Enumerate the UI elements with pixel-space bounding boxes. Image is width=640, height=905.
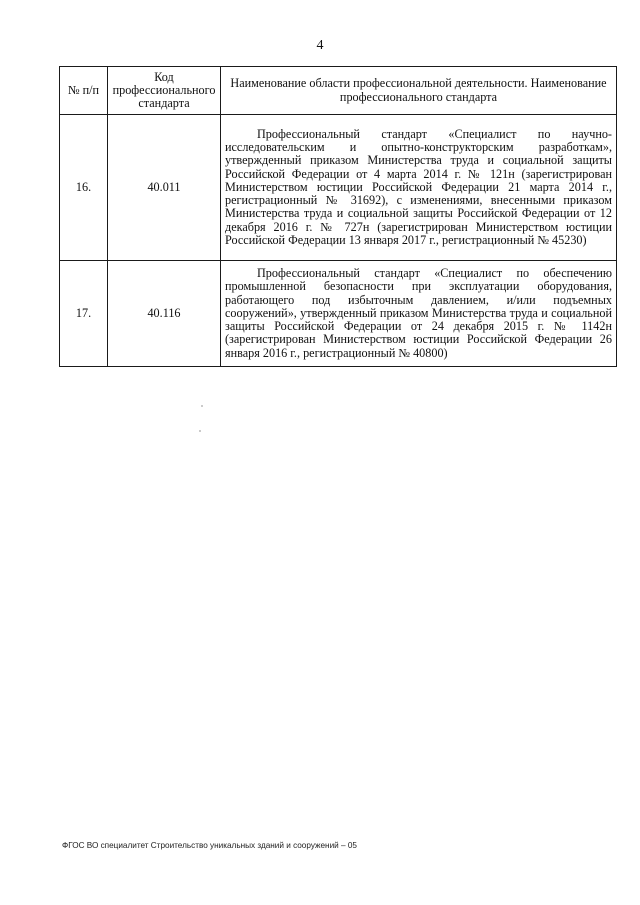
table-row	[60, 115, 617, 261]
table-body	[60, 115, 617, 367]
table-header-row	[60, 67, 617, 115]
table-header	[60, 67, 617, 115]
row-description: Профессиональный стандарт «Специалист по научно-исследовательским и опытно-конструкторским разработкам», утвержденный приказом Министерства труда и социальной защиты Российской Федерации от 4 марта 2014 г. № 121н (зарегистрирован Министерством юстиции Российской Федерации 21 марта 2014 г., регистрационный № 31692), с изменениями, внесенными приказом Министерства труда и социальной защиты Российской Федерации от 12 декабря 2016 г. № 727н (зарегистрирован Министерством юстиции Российской Федерации 13 января 2017 г., регистрационный № 45230)	[221, 115, 617, 261]
scan-speck	[199, 430, 201, 432]
professional-standards-table	[59, 66, 617, 367]
page-number: 4	[316, 38, 324, 53]
row-description: Профессиональный стандарт «Специалист по обеспечению промышленной безопасности при эксплуатации оборудования, работающего под избыточным давлением, и/или подъемных сооружений», утвержденный приказом Министерства труда и социальной защиты Российской Федерации от 24 декабря 2015 г. № 1142н (зарегистрирован Министерством юстиции Российской Федерации 26 января 2016 г., регистрационный № 40800)	[221, 261, 617, 367]
header-code: Код профессионального стандарта	[108, 67, 221, 115]
header-name: Наименование области профессиональной деятельности. Наименование профессионального стандарта	[221, 67, 617, 115]
row-number: 17.	[60, 261, 108, 367]
footer-text: ФГОС ВО специалитет Строительство уникальных зданий и сооружений – 05	[62, 841, 357, 850]
row-code: 40.116	[108, 261, 221, 367]
row-code: 40.011	[108, 115, 221, 261]
scan-speck	[201, 405, 203, 407]
row-number: 16.	[60, 115, 108, 261]
header-number: № п/п	[60, 67, 108, 115]
table-row	[60, 261, 617, 367]
